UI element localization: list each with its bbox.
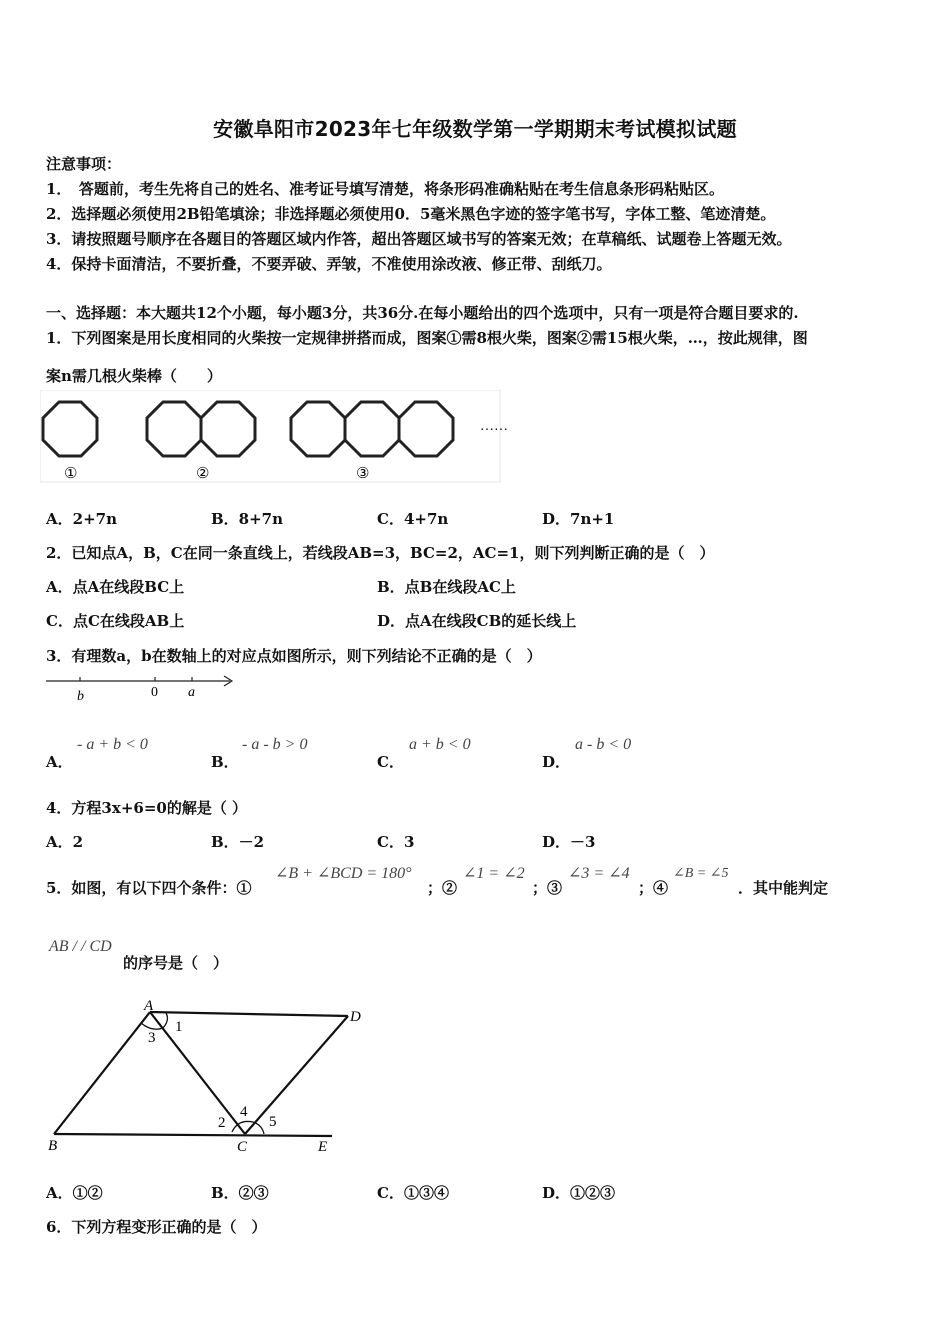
q2-stem: 2．已知点A，B，C在同一条直线上，若线段AB=3，BC=2，AC=1，则下列判断正确的是（ ）	[46, 544, 715, 562]
octagon-shape	[291, 402, 345, 456]
octagon-shape	[43, 402, 97, 456]
q5-option-c[interactable]: C．①③④	[377, 1184, 449, 1202]
octagon-shape	[345, 402, 399, 456]
point-label-b: B	[48, 1138, 58, 1154]
q3-stem: 3．有理数a，b在数轴上的对应点如图所示，则下列结论不正确的是（ ）	[46, 647, 542, 665]
figure-label: ①	[64, 466, 78, 482]
q4-stem: 4．方程3x+6=0的解是（ ）	[46, 799, 248, 817]
q5-stem-tail: 的序号是（ ）	[123, 954, 229, 972]
q1-option-c[interactable]: C．4+7n	[377, 510, 449, 528]
q3-option-a-letter[interactable]: A．	[46, 753, 73, 771]
point-label-c: C	[237, 1139, 248, 1155]
q3-option-d-expr: a - b < 0	[575, 736, 632, 753]
q5-separator: ；③	[532, 879, 563, 897]
q5-condition-4: ∠B = ∠5	[673, 866, 729, 881]
notice-heading: 注意事项：	[46, 155, 122, 173]
octagon-shape	[201, 402, 255, 456]
q3-option-c-letter[interactable]: C．	[377, 753, 404, 771]
number-line	[44, 670, 244, 706]
q3-option-a-expr: - a + b < 0	[77, 736, 148, 753]
angle-label-5: 5	[269, 1114, 277, 1130]
q2-option-c[interactable]: C．点C在线段AB上	[46, 612, 185, 630]
q5-stem-prefix: 5．如图，有以下四个条件：①	[46, 879, 252, 897]
octagon-shape	[147, 402, 201, 456]
q5-condition-parallel: AB / / CD	[49, 938, 112, 955]
point-label-a: A	[144, 998, 154, 1014]
q5-option-a[interactable]: A．①②	[46, 1184, 103, 1202]
q1-matchstick-figure	[40, 390, 510, 485]
q5-geometry-figure	[40, 992, 370, 1158]
notice-item: 1． 答题前，考生先将自己的姓名、准考证号填写清楚，将条形码准确粘贴在考生信息条形码粘贴区。	[46, 180, 724, 198]
notice-item: 4．保持卡面清洁，不要折叠，不要弄破、弄皱，不准使用涂改液、修正带、刮纸刀。	[46, 255, 612, 273]
angle-label-4: 4	[240, 1104, 248, 1120]
q6-stem: 6．下列方程变形正确的是（ ）	[46, 1218, 267, 1236]
axis-label-a: a	[188, 685, 195, 700]
figure-label: ②	[196, 466, 210, 482]
q5-option-b[interactable]: B．②③	[211, 1184, 269, 1202]
q5-condition-2: ∠1 = ∠2	[463, 865, 525, 882]
q5-condition-3: ∠3 = ∠4	[568, 865, 630, 882]
q1-option-b[interactable]: B．8+7n	[211, 510, 284, 528]
q3-option-b-letter[interactable]: B．	[211, 753, 239, 771]
page-title: 安徽阜阳市2023年七年级数学第一学期期末考试模拟试题	[213, 117, 737, 141]
angle-label-1: 1	[175, 1019, 183, 1035]
q4-option-a[interactable]: A．2	[46, 833, 84, 851]
q1-option-a[interactable]: A．2+7n	[46, 510, 117, 528]
point-label-e: E	[318, 1139, 328, 1155]
octagon-shape	[399, 402, 453, 456]
q5-separator: ；②	[427, 879, 458, 897]
section-heading: 一、选择题：本大题共12个小题，每小题3分，共36分.在每小题给出的四个选项中，只有一项是符合题目要求的.	[46, 304, 799, 322]
notice-item: 3．请按照题号顺序在各题目的答题区域内作答，超出答题区域书写的答案无效；在草稿纸、试题卷上答题无效。	[46, 230, 792, 248]
q4-option-b[interactable]: B．－2	[211, 833, 265, 851]
q1-option-d[interactable]: D．7n+1	[542, 510, 615, 528]
point-label-d: D	[350, 1009, 361, 1025]
q3-option-c-expr: a + b < 0	[409, 736, 471, 753]
axis-label-b: b	[77, 689, 84, 704]
angle-label-2: 2	[218, 1115, 226, 1131]
q4-option-c[interactable]: C．3	[377, 833, 415, 851]
q2-option-d[interactable]: D．点A在线段CB的延长线上	[377, 612, 577, 630]
figure-label: ③	[356, 466, 370, 482]
q1-stem-line2: 案n需几根火柴棒（ ）	[46, 367, 222, 385]
notice-item: 2．选择题必须使用2B铅笔填涂；非选择题必须使用0．5毫米黑色字迹的签字笔书写，字体工整、笔迹清楚。	[46, 205, 776, 223]
q5-separator: ；④	[638, 879, 669, 897]
q2-option-b[interactable]: B．点B在线段AC上	[377, 578, 516, 596]
q4-option-d[interactable]: D．－3	[542, 833, 596, 851]
axis-label-zero: 0	[151, 685, 158, 700]
q2-option-a[interactable]: A．点A在线段BC上	[46, 578, 185, 596]
q3-option-b-expr: - a - b > 0	[242, 736, 308, 753]
q5-condition-1: ∠B + ∠BCD = 180°	[275, 865, 412, 882]
q5-option-d[interactable]: D．①②③	[542, 1184, 616, 1202]
q5-stem-suffix: ．其中能判定	[738, 879, 829, 897]
q1-stem-line1: 1．下列图案是用长度相同的火柴按一定规律拼搭而成，图案①需8根火柴，图案②需15根火柴，…，按此规律，图	[46, 329, 808, 347]
angle-label-3: 3	[148, 1030, 156, 1046]
q3-option-d-letter[interactable]: D．	[542, 753, 571, 771]
ellipsis-mark: ……	[480, 419, 508, 434]
